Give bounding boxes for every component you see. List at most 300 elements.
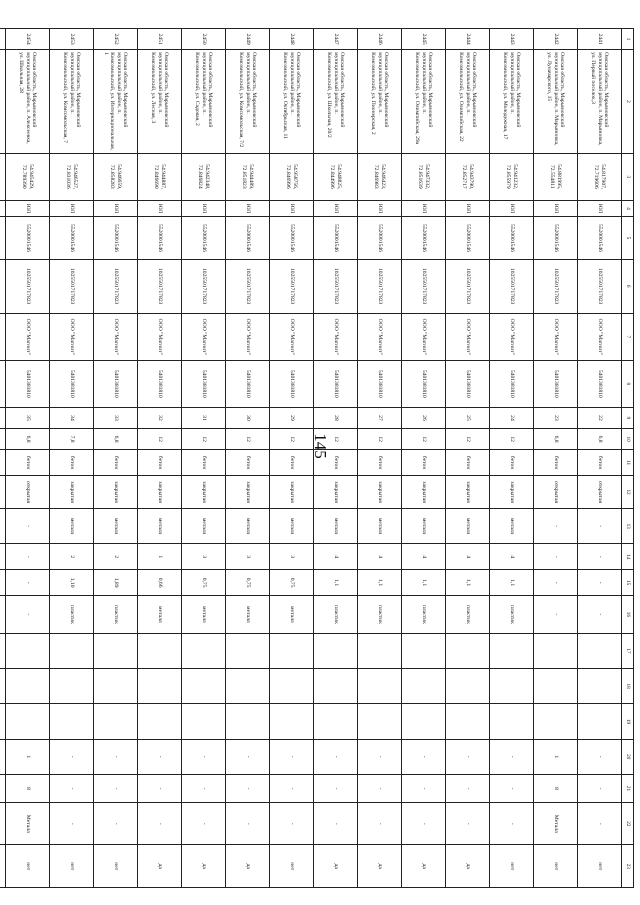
column-number-cell: 8 — [622, 360, 634, 407]
cell-org: ООО "Магнит" — [446, 313, 490, 360]
cell-inn: 5520001546 — [94, 217, 138, 259]
cell-ogrn: 1025501717823 — [50, 259, 94, 313]
cell-c21: - — [182, 774, 226, 802]
cell-c9: 22 — [578, 407, 622, 428]
column-number-cell: 18 — [622, 669, 634, 704]
cell-c15: 1,1 — [314, 570, 358, 596]
cell-org: ООО "Магнит" — [6, 313, 50, 360]
column-number-cell: 13 — [622, 509, 634, 544]
cell-addr: Омская область, Марьяновский муниципальный район, п. Комсомольский, ул. Школьная, 20/2 — [314, 50, 358, 154]
cell-c19 — [138, 704, 182, 739]
column-number-cell: 4 — [622, 200, 634, 216]
cell-okato: 5401381810 — [402, 360, 446, 407]
cell-c22 — [0, 803, 6, 845]
cell-c9: 33 — [94, 407, 138, 428]
cell-c12: закрытая — [270, 476, 314, 509]
cell-c20: 1 — [534, 739, 578, 774]
cell-c10: 6,8 — [94, 429, 138, 450]
cell-c15: 0,66 — [138, 570, 182, 596]
cell-c23: нет — [534, 845, 578, 888]
cell-ogrn: 1025501717823 — [402, 259, 446, 313]
cell-c14: - — [6, 544, 50, 570]
column-number-cell: 11 — [622, 450, 634, 476]
cell-c23: да — [226, 845, 270, 888]
cell-coords: 54.947332, 72.851639 — [402, 153, 446, 200]
cell-c16: пластик — [402, 596, 446, 634]
cell-c9: 32 — [138, 407, 182, 428]
cell-okato: 5401381810 — [226, 360, 270, 407]
cell-org: ООО "Магнит" — [314, 313, 358, 360]
cell-c9: 28 — [314, 407, 358, 428]
cell-c13: - — [534, 509, 578, 544]
cell-c9: 30 — [226, 407, 270, 428]
cell-c20: - — [358, 739, 402, 774]
cell-inn: 5520001546 — [226, 217, 270, 259]
cell-c11: бетон — [226, 450, 270, 476]
column-number-cell: 22 — [622, 803, 634, 845]
cell-n: 2453 — [50, 29, 94, 50]
cell-n: 2442 — [534, 29, 578, 50]
cell-addr: Омская область, Марьяновский муниципальный район, п. Комсомольский, ул. Молодежная, 17 — [490, 50, 534, 154]
cell-ogrn: 1025501717823 — [6, 259, 50, 313]
cell-c9: 35 — [6, 407, 50, 428]
cell-c16: пластик — [446, 596, 490, 634]
cell-k: ЮЛ — [314, 200, 358, 216]
cell-inn: 5520001546 — [358, 217, 402, 259]
cell-c20: 1 — [6, 739, 50, 774]
cell-c13: металл — [50, 509, 94, 544]
cell-c19 — [270, 704, 314, 739]
cell-okato — [0, 360, 6, 407]
cell-inn: 5520001546 — [534, 217, 578, 259]
cell-ogrn: 1025501717823 — [94, 259, 138, 313]
cell-c16: пластик — [358, 596, 402, 634]
cell-c19 — [314, 704, 358, 739]
cell-c15 — [0, 570, 6, 596]
column-number-cell: 6 — [622, 259, 634, 313]
cell-c22: - — [490, 803, 534, 845]
column-number-cell: 12 — [622, 476, 634, 509]
cell-c16: металл — [226, 596, 270, 634]
cell-ogrn — [0, 259, 6, 313]
waste-sites-table — [0, 28, 634, 888]
cell-n: 2450 — [182, 29, 226, 50]
cell-c10: 12 — [182, 429, 226, 450]
cell-c11: бетон — [314, 450, 358, 476]
cell-org: ООО "Магнит" — [50, 313, 94, 360]
cell-c15: - — [6, 570, 50, 596]
cell-c17 — [0, 633, 6, 668]
cell-c9: 27 — [358, 407, 402, 428]
cell-c16 — [0, 596, 6, 634]
cell-inn: 5520001546 — [446, 217, 490, 259]
cell-c19 — [0, 704, 6, 739]
cell-c18 — [358, 669, 402, 704]
cell-okato: 5401381810 — [578, 360, 622, 407]
cell-c14: 4 — [314, 544, 358, 570]
cell-c13: металл — [138, 509, 182, 544]
cell-c11: бетон — [534, 450, 578, 476]
cell-c17 — [94, 633, 138, 668]
cell-addr — [0, 50, 6, 154]
cell-c12: закрытая — [446, 476, 490, 509]
cell-c18 — [50, 669, 94, 704]
cell-c18 — [490, 669, 534, 704]
cell-c13: - — [578, 509, 622, 544]
cell-c12: открытая — [6, 476, 50, 509]
cell-c22: - — [50, 803, 94, 845]
cell-c9 — [0, 407, 6, 428]
cell-c11: бетон — [270, 450, 314, 476]
cell-addr: Омская область, Марьяновский муниципальный район, п. Комсомольский, ул. Комсомольская, 7/2 — [226, 50, 270, 154]
cell-c18 — [226, 669, 270, 704]
column-number-cell: 10 — [622, 429, 634, 450]
table-row — [94, 29, 138, 888]
cell-c20: - — [446, 739, 490, 774]
cell-c23: да — [182, 845, 226, 888]
cell-c15: 1,10 — [50, 570, 94, 596]
cell-coords: 54.817907, 72.719606 — [578, 153, 622, 200]
cell-c15: 1,1 — [446, 570, 490, 596]
cell-c22: - — [138, 803, 182, 845]
cell-k: ЮЛ — [402, 200, 446, 216]
cell-c12 — [0, 476, 6, 509]
cell-c21: - — [402, 774, 446, 802]
table-row — [50, 29, 94, 888]
cell-c20 — [0, 739, 6, 774]
cell-coords: 54.948825, 72.844996 — [314, 153, 358, 200]
cell-c10 — [0, 429, 6, 450]
cell-okato: 5401381810 — [490, 360, 534, 407]
cell-c20: - — [226, 739, 270, 774]
cell-org: ООО "Магнит" — [402, 313, 446, 360]
cell-org: ООО "Магнит" — [270, 313, 314, 360]
cell-c10: 12 — [226, 429, 270, 450]
cell-c12: открытая — [578, 476, 622, 509]
cell-c18 — [6, 669, 50, 704]
cell-c10: 12 — [358, 429, 402, 450]
cell-c17 — [578, 633, 622, 668]
cell-c23 — [0, 845, 6, 888]
cell-c12: закрытая — [402, 476, 446, 509]
cell-c19 — [226, 704, 270, 739]
cell-c23: нет — [50, 845, 94, 888]
cell-addr: Омская область, Марьяновский муниципальный район, п. Комсомольский, ул. Олимпийская, 29а — [402, 50, 446, 154]
cell-c20: - — [50, 739, 94, 774]
cell-inn: 5520001546 — [402, 217, 446, 259]
column-number-cell: 23 — [622, 845, 634, 888]
cell-k: ЮЛ — [138, 200, 182, 216]
table-row — [358, 29, 402, 888]
cell-coords: 54.946659, 72.858283 — [94, 153, 138, 200]
cell-c15: - — [578, 570, 622, 596]
cell-c11: бетон — [446, 450, 490, 476]
cell-c19 — [578, 704, 622, 739]
cell-c9: 25 — [446, 407, 490, 428]
cell-org: ООО "Магнит" — [94, 313, 138, 360]
cell-coords: 54.881995, 72.554811 — [534, 153, 578, 200]
cell-c20: - — [270, 739, 314, 774]
cell-c20: - — [138, 739, 182, 774]
cell-c11: бетон — [182, 450, 226, 476]
cell-n: 2445 — [402, 29, 446, 50]
cell-c13: металл — [490, 509, 534, 544]
cell-c12: закрытая — [358, 476, 402, 509]
cell-c17 — [138, 633, 182, 668]
cell-c23: да — [358, 845, 402, 888]
cell-okato: 5401381810 — [314, 360, 358, 407]
cell-k — [0, 200, 6, 216]
cell-addr: Омская область, Марьяновский муниципальный район, п. Комсомольский, ул. Пионерская, 2 — [358, 50, 402, 154]
cell-inn: 5520001546 — [270, 217, 314, 259]
cell-okato: 5401381810 — [138, 360, 182, 407]
cell-c11: бетон — [50, 450, 94, 476]
cell-c23: да — [402, 845, 446, 888]
cell-c22: - — [94, 803, 138, 845]
cell-c19 — [50, 704, 94, 739]
table-row — [490, 29, 534, 888]
cell-c14: 4 — [490, 544, 534, 570]
column-number-cell: 7 — [622, 313, 634, 360]
column-number-cell: 9 — [622, 407, 634, 428]
cell-c20: - — [490, 739, 534, 774]
rotated-registry — [0, 28, 634, 888]
cell-c11: бетон — [138, 450, 182, 476]
cell-n: 2444 — [446, 29, 490, 50]
cell-c23: нет — [6, 845, 50, 888]
table-row — [0, 29, 6, 888]
cell-c23: да — [314, 845, 358, 888]
cell-c10: 12 — [446, 429, 490, 450]
cell-c15: 1,1 — [358, 570, 402, 596]
cell-ogrn: 1025501717823 — [226, 259, 270, 313]
cell-c23: нет — [490, 845, 534, 888]
cell-c12: закрытая — [50, 476, 94, 509]
column-number-cell: 17 — [622, 633, 634, 668]
column-number-row — [622, 29, 634, 888]
cell-c17 — [226, 633, 270, 668]
cell-c12: закрытая — [490, 476, 534, 509]
cell-c14: 1 — [138, 544, 182, 570]
cell-ogrn: 1025501717823 — [138, 259, 182, 313]
table-row — [446, 29, 490, 888]
cell-c11: бетон — [490, 450, 534, 476]
cell-inn: 5520001546 — [490, 217, 534, 259]
cell-c21: 8 — [534, 774, 578, 802]
cell-k: ЮЛ — [578, 200, 622, 216]
cell-n: 2447 — [314, 29, 358, 50]
cell-c21: - — [446, 774, 490, 802]
cell-c13: металл — [94, 509, 138, 544]
cell-c10: 12 — [138, 429, 182, 450]
column-number-cell: 16 — [622, 596, 634, 634]
cell-c22: - — [314, 803, 358, 845]
cell-c15: 0,75 — [226, 570, 270, 596]
cell-c17 — [314, 633, 358, 668]
cell-c18 — [402, 669, 446, 704]
column-number-cell: 1 — [622, 29, 634, 50]
cell-n: 2451 — [138, 29, 182, 50]
cell-c13: металл — [270, 509, 314, 544]
cell-c13: металл — [314, 509, 358, 544]
cell-c13 — [0, 509, 6, 544]
cell-k: ЮЛ — [270, 200, 314, 216]
cell-coords: 54.944489, 72.851823 — [226, 153, 270, 200]
cell-c10: 12 — [402, 429, 446, 450]
cell-c11: бетон — [6, 450, 50, 476]
cell-c17 — [534, 633, 578, 668]
cell-c17 — [6, 633, 50, 668]
column-number-cell: 15 — [622, 570, 634, 596]
cell-org — [0, 313, 6, 360]
cell-c9: 24 — [490, 407, 534, 428]
cell-c18 — [182, 669, 226, 704]
cell-c16: - — [6, 596, 50, 634]
cell-addr: Омская область, Марьяновский муниципальный район, п. Комсомольский, ул. Лесная, 3 — [138, 50, 182, 154]
cell-c14: 3 — [182, 544, 226, 570]
column-number-cell: 5 — [622, 217, 634, 259]
cell-k: ЮЛ — [534, 200, 578, 216]
cell-c16: металл — [138, 596, 182, 634]
cell-c13: металл — [182, 509, 226, 544]
page-number: 145 — [311, 433, 330, 459]
cell-c9: 34 — [50, 407, 94, 428]
cell-c13: металл — [226, 509, 270, 544]
cell-c20: - — [182, 739, 226, 774]
cell-c21: 8 — [6, 774, 50, 802]
cell-c21: - — [138, 774, 182, 802]
cell-org: ООО "Магнит" — [490, 313, 534, 360]
cell-c15: - — [534, 570, 578, 596]
cell-c19 — [490, 704, 534, 739]
cell-c23: нет — [270, 845, 314, 888]
cell-c18 — [0, 669, 6, 704]
cell-c15: 0,75 — [182, 570, 226, 596]
cell-ogrn: 1025501717823 — [446, 259, 490, 313]
cell-c13: - — [6, 509, 50, 544]
cell-c19 — [534, 704, 578, 739]
table-row — [6, 29, 50, 888]
cell-c21: - — [94, 774, 138, 802]
cell-n: 2441 — [578, 29, 622, 50]
cell-ogrn: 1025501717823 — [578, 259, 622, 313]
cell-k: ЮЛ — [490, 200, 534, 216]
cell-c22: Металл — [534, 803, 578, 845]
column-number-cell: 21 — [622, 774, 634, 802]
cell-c14: 3 — [270, 544, 314, 570]
cell-addr: Омская область, Марьяновский муниципальный район, п. Марьяновка, ул. Первый поселок,3 — [578, 50, 622, 154]
cell-n: 2443 — [490, 29, 534, 50]
cell-c19 — [446, 704, 490, 739]
cell-c16: - — [578, 596, 622, 634]
cell-c21: - — [358, 774, 402, 802]
cell-coords: 54.943790, 72.852717 — [446, 153, 490, 200]
cell-inn: 5520001546 — [50, 217, 94, 259]
cell-coords: 54.945429, 72.789390 — [6, 153, 50, 200]
cell-c14: 2 — [94, 544, 138, 570]
cell-okato: 5401381810 — [358, 360, 402, 407]
cell-org: ООО "Магнит" — [578, 313, 622, 360]
cell-c17 — [358, 633, 402, 668]
cell-c12: закрытая — [182, 476, 226, 509]
cell-ogrn: 1025501717823 — [490, 259, 534, 313]
cell-c14 — [0, 544, 6, 570]
cell-c19 — [6, 704, 50, 739]
cell-ogrn: 1025501717823 — [182, 259, 226, 313]
cell-c12: закрытая — [138, 476, 182, 509]
cell-okato: 5401381810 — [534, 360, 578, 407]
cell-c12: закрытая — [226, 476, 270, 509]
cell-c12: открытая — [534, 476, 578, 509]
cell-c22: - — [578, 803, 622, 845]
cell-k: ЮЛ — [226, 200, 270, 216]
cell-inn: 5520001546 — [182, 217, 226, 259]
table-row — [314, 29, 358, 888]
cell-c10: 7,8 — [50, 429, 94, 450]
cell-c22: Металл — [6, 803, 50, 845]
cell-coords: 54.944887, 72.846690 — [138, 153, 182, 200]
cell-inn: 5520001546 — [578, 217, 622, 259]
column-number-cell: 3 — [622, 153, 634, 200]
cell-c23: да — [138, 845, 182, 888]
cell-c22: - — [182, 803, 226, 845]
cell-c23: нет — [578, 845, 622, 888]
cell-c19 — [182, 704, 226, 739]
cell-c21: - — [578, 774, 622, 802]
cell-c13: металл — [446, 509, 490, 544]
table-row — [534, 29, 578, 888]
cell-c12: закрытая — [94, 476, 138, 509]
cell-c10: 6,8 — [578, 429, 622, 450]
cell-c21 — [0, 774, 6, 802]
cell-c16: пластик — [490, 596, 534, 634]
cell-c21: - — [50, 774, 94, 802]
cell-k: ЮЛ — [94, 200, 138, 216]
cell-c14: 4 — [358, 544, 402, 570]
cell-inn: 5520001546 — [6, 217, 50, 259]
table-row — [270, 29, 314, 888]
cell-c11: бетон — [358, 450, 402, 476]
cell-c17 — [182, 633, 226, 668]
cell-c20: - — [314, 739, 358, 774]
cell-c17 — [490, 633, 534, 668]
cell-c16: металл — [270, 596, 314, 634]
cell-c18 — [270, 669, 314, 704]
cell-c17 — [446, 633, 490, 668]
cell-c21: - — [490, 774, 534, 802]
cell-inn — [0, 217, 6, 259]
cell-addr: Омская область, Марьяновский муниципальный район, п. Комсомольский, ул. Интернациональная, 1 — [94, 50, 138, 154]
cell-coords: 54.946423, 72.846983 — [358, 153, 402, 200]
table-row — [226, 29, 270, 888]
cell-coords: 54.946527, 72.831036 — [50, 153, 94, 200]
table-row — [138, 29, 182, 888]
cell-org: ООО "Магнит" — [182, 313, 226, 360]
cell-n: 2454 — [6, 29, 50, 50]
cell-c16: - — [534, 596, 578, 634]
cell-c18 — [314, 669, 358, 704]
cell-c10: 12 — [314, 429, 358, 450]
cell-okato: 5401381810 — [94, 360, 138, 407]
cell-c21: - — [270, 774, 314, 802]
cell-org: ООО "Магнит" — [534, 313, 578, 360]
cell-ogrn: 1025501717823 — [314, 259, 358, 313]
cell-ogrn: 1025501717823 — [534, 259, 578, 313]
cell-c11 — [0, 450, 6, 476]
cell-c17 — [50, 633, 94, 668]
cell-org: ООО "Магнит" — [358, 313, 402, 360]
cell-c14: - — [534, 544, 578, 570]
